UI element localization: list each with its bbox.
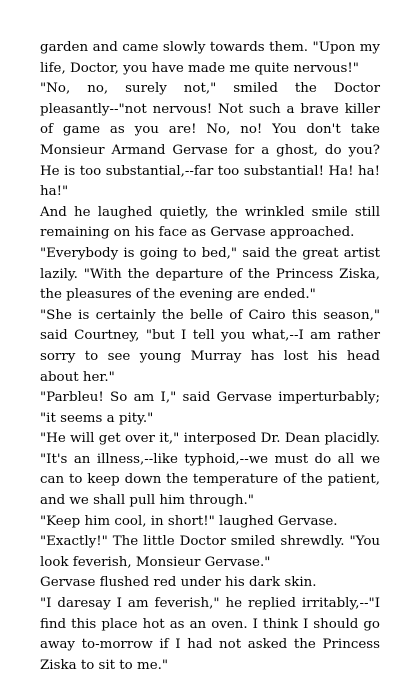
paragraph: "Parbleu! So am I," said Gervase imperturbably; "it seems a pity." xyxy=(40,390,380,426)
paragraph: And he laughed quietly, the wrinkled smile still remaining on his face as Gervase approached. xyxy=(40,204,380,241)
paragraph: "Exactly!" The little Doctor smiled shrewdly. "You look feverish, Monsieur Gervase." xyxy=(40,534,380,570)
page-text xyxy=(40,38,380,676)
paragraph: Gervase flushed red under his dark skin. xyxy=(40,575,317,591)
paragraph: "She is certainly the belle of Cairo this season," said Courtney, "but I tell you what,--I am rather sorry to see young Murray has lost his head about her." xyxy=(40,307,380,385)
paragraph: "Keep him cool, in short!" laughed Gervase. xyxy=(40,513,338,529)
paragraph: "I daresay I am feverish," he replied irritably,--"I find this place hot as an oven. I think I should go away to-morrow if I had not asked the Princess Ziska to sit to me." xyxy=(40,596,380,673)
paragraph: "Everybody is going to bed," said the great artist lazily. "With the departure of the Princess Ziska, the pleasures of the evening are ended." xyxy=(40,245,380,303)
paragraph: garden and came slowly towards them. "Upon my life, Doctor, you have made me quite nervous!" xyxy=(40,40,380,76)
paragraph: "No, no, surely not," smiled the Doctor pleasantly--"not nervous! Not such a brave killer of game as you are! No, no! You don't take Monsieur Armand Gervase for a ghost, do you? He is too substantial,--far too substantial! Ha! ha! ha!" xyxy=(40,81,380,200)
paragraph: "He will get over it," interposed Dr. Dean placidly. "It's an illness,--like typhoid,--we must do all we can to keep down the temperature of the patient, and we shall pull him through." xyxy=(40,431,380,509)
